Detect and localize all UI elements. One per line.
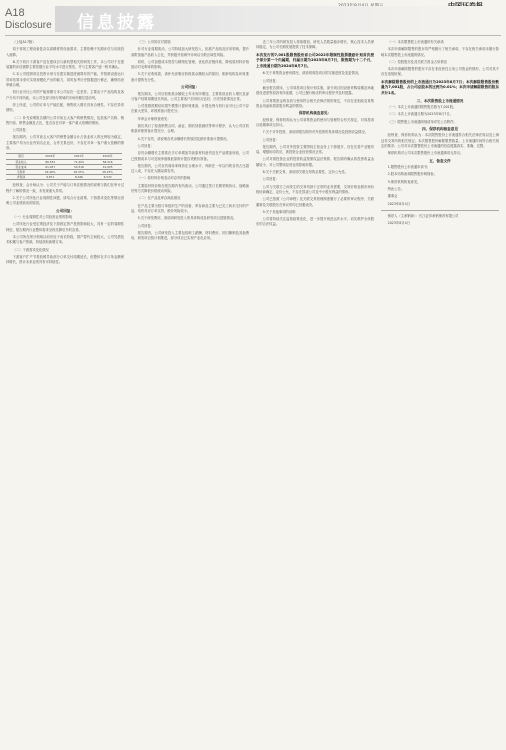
paragraph: 下游客户扩产节奏放缓导致部分订单交付周期延长，但整体在手订单金额保持增长，预计未来业绩具有可持续性。 [6,254,124,265]
table-cell: 2020年 [93,154,122,159]
paragraph: （三）公司的应对措施 [137,40,171,44]
paragraph: 公司回复： [262,177,280,182]
paragraph: 本次申请解除限售的股东不存在非经营性占用公司资金的情形，公司对其不存在违规担保。 [381,67,499,77]
paragraph: （三）限售股上市流通明细清单详见公告附件。 [387,119,457,124]
paragraph: 1.限售股份上市流通申请书； [387,165,431,170]
sub-heading: 公司回复： [56,208,74,213]
paragraph: 近三年公司的研发投入持续增加，研发人员数量稳步增长，核心技术人员保持稳定，为公司长期发展提供了技术保障。 [256,40,374,50]
sub-heading: 三、本次限售股上市流通情况 [416,98,464,103]
table-cell: 29.33% [65,169,94,174]
article-column-4 [381,40,499,740]
table-cell: 71,204 [65,159,94,164]
paragraph: 2.股本结构表和限售股份明细表； [387,172,437,177]
paragraph: 报告期内，公司存货周转率保持在合理水平，库龄在一年以内的存货占比超过八成，不存在大额呆滞存货。 [131,163,249,174]
paragraph: 保荐机构对公司本次限售股份上市流通事项无异议。 [387,151,464,156]
paragraph: （一）原材料价格变动对存货的影响 [137,176,191,181]
signature-date: 2023年8月4日 [387,201,411,206]
paragraph: 我们执行了检查销售合同、函证、期后回款测试等审计程序，认为公司应收账款坏账准备计提充分、合理。 [131,124,249,134]
paragraph: 公司回复： [262,78,280,83]
article-column-2 [131,40,249,740]
paragraph: 6.关于募集资金使用情况，请说明募投项目的实施进度及变更情况。 [262,71,362,76]
paragraph: 同于常规工程设备复杂以高精度的设备需求，主要依赖于先期评估与后续投入测算。 [6,47,124,57]
table-row [6,175,122,180]
paragraph: C.本公司按照项目投资计划与在建实施进度测算有效产能，并按照设备运行效率估算未来可实现规模化产出的能力，同时参考历史数据进行修正，确保结论审慎合理。 [6,72,124,88]
financial-table [6,153,122,180]
paragraph: （一）行业周期性对公司经营业绩的影响 [12,215,72,220]
paragraph: 综上所述，公司的订单与产能匹配，销售收入增长具有合理性，不存在异常情形。 [6,102,124,113]
paragraph: 报告期内，公司对外投资主要围绕主营业务上下游展开，旨在完善产业链布局、增强协同效应，被投资企业经营情况正常。 [256,144,374,155]
paragraph: 4.关于存货，请说明存货余额增长的原因及跌价准备计提情况。 [137,136,230,141]
paragraph: 经核查，保荐机构认为公司募集资金的使用与管理符合有关规定，对募投项目延期事项无异议。 [256,117,374,127]
paragraph: 在产品主要为按订单组织生产的设备，库存商品主要为已完工尚未交付的产品，均有对应订单支持，跌价风险较小。 [131,203,249,213]
paragraph: （二）本次上市流通日期为2023年8月7日。 [387,112,453,117]
page-title: 信息披露 [77,13,157,33]
table-cell: 营业成本 [6,164,36,169]
paragraph: 3.保荐机构核查意见。 [387,179,421,184]
sub-heading: 公司回复： [181,85,199,90]
paragraph: 3.关于应收账款，请补充说明应收账款余额较大的原因、账龄结构及坏账准备计提的充分性。 [131,72,249,82]
paragraph: 公司所处行业受宏观经济及下游固定资产投资影响较大，具有一定的周期性特征，报告期内行业整体需求呈现先降后升的态势。 [6,222,124,232]
paragraph: 特此公告。 [387,187,405,192]
paragraph: 经核查，会计师认为：公司关于产能与订单匹配情况的说明与我们在审计过程中了解的情况一致，未发现重大异常。 [6,183,124,193]
paragraph: 公司已按照《公司章程》及关联交易管理制度履行了必要的审议程序，关联董事及关联股东在审议时均已回避表决。 [256,197,374,207]
header-rule [5,35,501,36]
table-cell: 86,532 [36,159,65,164]
page-banner [55,6,503,32]
sub-heading: 五、备查文件 [429,158,451,163]
signature-org: 董事会 [387,194,398,199]
paragraph: 公司募集资金的存放与使用符合相关法律法规的规定，不存在变相改变募集资金用途和损害股东利益的情形。 [256,98,374,108]
paragraph: 主要原材料价格在报告期内有所波动，公司通过签订长期采购协议、战略备货等方式降低价格波动风险。 [131,183,249,194]
table-cell: 41,925 [93,164,122,169]
paragraph: 5.关于研发费用，请说明研发投入的具体构成及研发项目进展情况。 [137,216,237,221]
paragraph: 报告期末，公司应收账款余额较上年末有所增加，主要系营业收入增长及部分客户结算周期延长所致。公司主要客户信用状况良好，历史回款情况正常。 [131,91,249,101]
paragraph: 8.关于关联交易，请说明关联交易的必要性、定价公允性。 [262,170,349,175]
divider [381,210,499,211]
paragraph: 公司回复： [262,137,280,142]
paragraph: 经核查，保荐机构认为：本次限售股份上市流通符合相关法律法规以及上海证券交易所的相关规定；本次限售股份解除限售数量、上市流通时间符合相关规定的要求；公司对本次限售股份上市流通的信息披露真实、准确、完整。 [381,133,499,149]
table-cell: 9,871 [36,175,65,180]
article-column-1 [6,40,124,740]
page-number: A18 [5,7,25,19]
paragraph: 公司将持续关注监管政策变化，进一步提升规范运作水平，切实维护全体股东的合法权益。 [256,217,374,227]
paragraph: 同时，公司加强成本管控与精细化管理，优化供应链体系，降低原材料价格波动对毛利率的影响。 [131,59,249,70]
table-cell: 2022年 [36,154,65,159]
paragraph: 公司回复： [137,143,155,148]
sponsor-date: 2023年8月4日 [387,220,411,225]
paragraph: 公司按照预期信用损失模型计提坏账准备，计提比例与同行业可比公司不存在重大差异，坏账准备计提充分。 [131,104,249,114]
article-column-3 [256,40,374,740]
table-cell: 营业收入 [6,159,36,164]
highlight-paragraph: 本次发行的7,001股限售股份系公司2022年限制性股票激励计划首次授予部分第一个归属期，归属日期为2023年8月7日，限售期为十二个月，上市流通日期为2024年8月7日。 [256,52,374,68]
paragraph: 7.关于对外投资，请说明报告期内对外投资的具体情况及投资收益情况。 [262,130,368,135]
paragraph: （二）控股股东及其关联方资金占用情况 [387,59,447,64]
paragraph: 2.关于公司所处行业周期性问题，请结合行业政策、下游需求变化等情况说明公司业绩波动的原因。 [6,195,124,206]
paragraph: （一）本次上市流通的限售股总数为7,001股。 [387,105,457,110]
table-cell: 28.23% [93,169,122,174]
paragraph: 同行业可比公司的产能规模与本公司存在一定差异，主要由于产品结构及客户分布不同所致，本公司在部分细分领域的市场份额位居前列。 [6,90,124,100]
table-cell: 8,046 [65,175,94,180]
paragraph: B.关于同行下游客户及在建项目与新机型相关的研发工作，本公司对于在建装置的评估测算主要依据行业平均水平进行预估，并与主要客户逐一核对确认。 [6,59,124,70]
table-cell: 毛利率 [6,169,36,174]
highlight-paragraph: 本次解除限售股份的上市流通日为2023年8月7日；本次解除限售股份数量为7,001股，占公司总股本的比例为0.01%；本次申请解除限售的股东共计1名。 [381,79,499,95]
paragraph: 公司回复： [137,223,155,228]
paragraph: 公司回复： [12,128,30,133]
table-cell: 50,318 [65,164,94,169]
table-cell: 29.46% [36,169,65,174]
table-cell: 项目 [6,154,36,159]
table-cell: 净利润 [6,175,36,180]
section-label: Disclosure [5,20,52,31]
paragraph: 公司与关联方之间发生的交易均基于正常的业务需要，交易价格参照市场价格协商确定，定价公允，不存在损害公司及中小股东利益的情形。 [256,184,374,194]
paragraph: 9.关于其他事项的说明 [262,209,296,214]
paragraph: （上接A17版） [12,40,36,44]
paragraph: 报告期内，公司对前五大客户的销售金额合计占营业收入的比例较为稳定，主要客户均为行业内知名企业，合作关系良好，不存在对单一客户重大依赖的情形。 [6,135,124,151]
sub-heading: 四、保荐机构核查意见 [422,126,458,131]
table-cell: 2021年 [65,154,94,159]
table-cell: 61,037 [36,164,65,169]
sponsor-name: 保荐人（主承销商）：长江证券承销保荐有限公司 [387,213,459,218]
paragraph: 年审会计师核查意见： [137,116,171,121]
table-cell: 6,532 [93,175,122,180]
paragraph: （二）补充说明报告期内公司对前五大客户的销售情况，包括客户名称、销售内容、销售金额及占比，是否存在对单一客户重大依赖的情形。 [6,115,124,125]
paragraph: 截至报告期末，公司募投项目按计划实施，部分项目因设备采购周期及场地建设进度等原因有所延期，公司已履行相应的审议程序并及时披露。 [256,85,374,96]
paragraph: （二）在产品及库存商品情况 [137,196,181,201]
paragraph: 存货余额增长主要系在手订单增加导致原材料备货及在产品增加所致，公司已按照成本与可变现净值孰低原则计提存货跌价准备。 [131,151,249,161]
paragraph: 报告期内，公司研发投入主要包括职工薪酬、材料费用、折旧摊销及其他费用，研发项目按计划推进，部分项目已实现产业化应用。 [131,230,249,241]
paragraph: 公司对被投资企业的投资收益按照权益法核算，报告期内确认的投资收益金额较小，对公司整体经营业绩影响有限。 [256,157,374,167]
table-cell: 58,416 [93,159,122,164]
paragraph: 针对行业周期波动，公司持续加大研发投入，拓展产品线及应用领域，提升高附加值产品收入占比，并积极开拓海外市场以分散区域性风险。 [131,47,249,57]
paragraph: （一）本次限售股上市流通的有关承诺 [387,40,444,44]
sub-heading: 保荐机构核查意见： [298,111,332,116]
paragraph: 本次申请解除限售的股东均严格履行了相关承诺，不存在相关承诺未履行影响本次限售股上市流通的情况。 [381,47,499,57]
paragraph: （二）下游需求变化情况 [12,247,49,252]
paragraph: 本公司所在细分领域目前仍处于成长阶段，国产替代空间较大，公司凭借技术积累与客户资源，持续获取新增订单。 [6,234,124,245]
